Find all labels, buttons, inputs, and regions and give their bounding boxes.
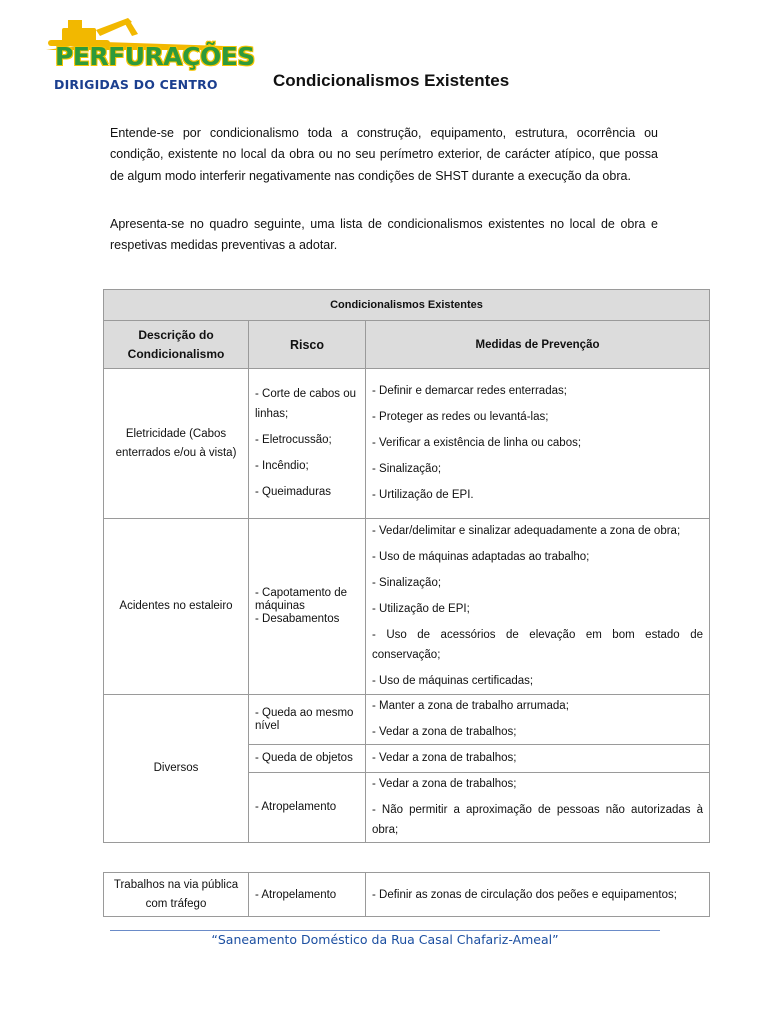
company-logo <box>44 16 255 96</box>
condition-description: Eletricidade (Cabos enterrados e/ou à vista) <box>104 369 249 519</box>
measure-item: - Sinalização; <box>372 462 442 475</box>
table-row <box>104 519 710 695</box>
measure-item: - Não permitir a aproximação de pessoas não autorizadas à obra; <box>372 804 703 836</box>
table-row <box>104 369 710 519</box>
risk-item: - Atropelamento <box>255 800 337 813</box>
risk-item: - Queimaduras <box>255 485 332 498</box>
measures-cell <box>366 745 710 773</box>
footer-divider <box>110 930 660 931</box>
measure-item: - Uso de acessórios de elevação em bom estado de conservação; <box>372 629 703 661</box>
measures-cell <box>366 519 710 695</box>
condition-description: Acidentes no estaleiro <box>104 519 249 695</box>
header-measures: Medidas de Prevenção <box>366 321 710 369</box>
risk-item: - Desabamentos <box>255 613 340 625</box>
page-title: Condicionalismos Existentes <box>273 71 510 90</box>
risk-item: - Queda ao mesmo nível <box>255 706 354 732</box>
measure-item: - Vedar a zona de trabalhos; <box>372 751 517 764</box>
conditions-table <box>103 289 710 843</box>
table-intro-paragraph: Apresenta-se no quadro seguinte, uma lista de condicionalismos existentes no local de obra e respetivas medidas preventivas a adotar. <box>110 217 658 253</box>
logo-subtitle: DIRIGIDAS DO CENTRO <box>54 77 218 92</box>
measure-item: - Uso de máquinas adaptadas ao trabalho; <box>372 551 590 563</box>
risk-item: - Corte de cabos ou linhas; <box>255 388 357 420</box>
risk-cell: - Atropelamento <box>249 873 366 917</box>
measure-item: - Uso de máquinas certificadas; <box>372 674 534 687</box>
table-row <box>104 695 710 745</box>
measure-item: - Vedar/delimitar e sinalizar adequadamente a zona de obra; <box>372 525 681 537</box>
measure-item: - Vedar a zona de trabalhos; <box>372 725 517 738</box>
table-row <box>104 873 710 917</box>
risk-item: - Incêndio; <box>255 459 309 472</box>
measure-item: - Vedar a zona de trabalhos; <box>372 778 517 790</box>
measures-cell: - Definir as zonas de circulação dos peões e equipamentos; <box>366 873 710 917</box>
measures-cell <box>366 695 710 745</box>
risk-item: - Capotamento de máquinas <box>255 587 348 612</box>
measure-item: - Definir e demarcar redes enterradas; <box>372 384 567 397</box>
measure-item: - Sinalização; <box>372 577 442 589</box>
risk-cell <box>249 695 366 745</box>
header-risk: Risco <box>249 321 366 369</box>
public-road-table <box>103 872 710 917</box>
risk-cell <box>249 519 366 695</box>
header-description: Descrição do Condicionalismo <box>104 321 249 369</box>
table-caption: Condicionalismos Existentes <box>104 290 710 321</box>
table-header-row <box>104 321 710 369</box>
measure-item: - Proteger as redes ou levantá-las; <box>372 410 549 423</box>
measure-item: - Manter a zona de trabalho arrumada; <box>372 699 569 712</box>
risk-cell <box>249 745 366 773</box>
measure-item: - Urtilização de EPI. <box>372 488 474 501</box>
condition-description: Diversos <box>104 695 249 843</box>
measures-cell <box>366 369 710 519</box>
intro-paragraph: Entende-se por condicionalismo toda a construção, equipamento, estrutura, ocorrência ou condição, existente no local da obra ou no seu perímetro exterior, de carácter atípico, que possa de algum modo interferir negativamente nas condições de SHST durante a execução da obra. <box>110 126 658 183</box>
risk-item: - Eletrocussão; <box>255 433 332 446</box>
logo-brand: PERFURAÇÕES <box>55 42 255 71</box>
measures-cell <box>366 773 710 843</box>
risk-cell <box>249 773 366 843</box>
measure-item: - Utilização de EPI; <box>372 603 470 615</box>
condition-description: Trabalhos na via pública com tráfego <box>104 873 249 917</box>
measure-item: - Verificar a existência de linha ou cabos; <box>372 436 582 449</box>
risk-cell <box>249 369 366 519</box>
risk-item: - Queda de objetos <box>255 751 353 764</box>
footer-text: “Saneamento Doméstico da Rua Casal Chafariz-Ameal” <box>211 932 559 947</box>
